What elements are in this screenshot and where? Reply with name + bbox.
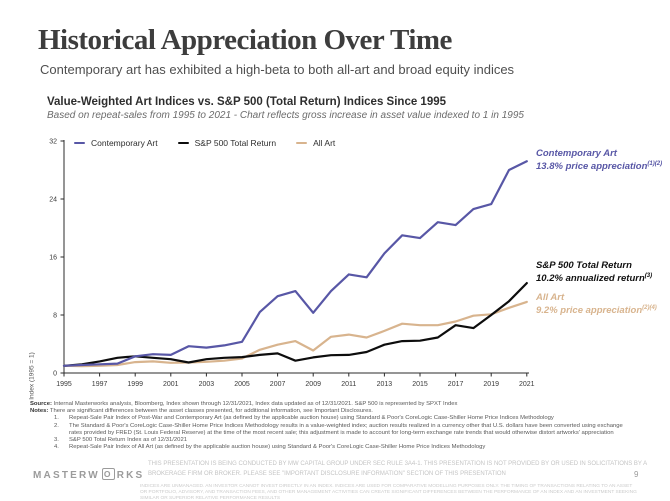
y-tick-label: 16 [49, 254, 57, 262]
legend-swatch [178, 142, 189, 145]
y-tick-label: 8 [53, 312, 57, 320]
legend-label: Contemporary Art [91, 138, 158, 148]
legend-swatch [74, 142, 85, 145]
series-line [64, 283, 527, 366]
legend-item [74, 138, 158, 148]
annotation-stat: 13.8% price appreciation$^{(1)(2)}$ [536, 161, 663, 173]
footnote-item [54, 444, 648, 451]
annotation-contemporary-art [536, 148, 662, 172]
source-label: Source: [30, 401, 52, 407]
legend-label: S&P 500 Total Return [194, 138, 277, 148]
annotation-sp500 [536, 260, 652, 284]
logo-text-right: RKS [116, 470, 145, 481]
x-tick-label: 2013 [376, 381, 393, 388]
legend-item [178, 138, 276, 148]
source-text: Internal Masterworks analysis, Bloomberg, Index shown through 12/31/2021, Index data updated as of 12/31/2021. S&P 500 is represented by SPXT Index [53, 401, 458, 407]
chart-title: Value-Weighted Art Indices vs. S&P 500 (Total Return) Indices Since 1995 [47, 96, 447, 108]
y-axis-label: Index (1995 = 1) [28, 352, 36, 400]
notes-line [30, 408, 648, 415]
annotation-all-art [536, 292, 657, 316]
footnote-list [30, 415, 648, 451]
notes-label: Notes: [30, 408, 49, 415]
disclaimer-secondary: INDICES ARE UNMANAGED. AN INVESTOR CANNOT INVEST DIRECTLY IN AN INDEX. INDICES ARE USED FOR COMPARATIVE MODELLING PURPOSES ONLY. THE TIMING OF TRANSACTIONS RELATING TO AN ASSET OR PORTFOLIO, ADVISORY, AND TRANSACTION FEES, AND OTHER MANAGEMENT ACTIVITIES CAN CREATE SIGNIFICANT DIFFERENCES BETWEEN THE PERFORMANCE OF AN INDEX AND AN INVESTMENT SEEKING SIMILAR OR SUPERIOR RELATIVE PERFORMANCE RESULTS [140, 484, 637, 501]
footnote-item [54, 437, 648, 444]
footnote-number: 3. [54, 437, 59, 444]
logo-o-mark: O [103, 469, 113, 479]
masterworks-logo [33, 468, 144, 481]
x-tick-label: 2017 [447, 381, 464, 388]
x-tick-label: 1995 [56, 381, 72, 388]
source-line [30, 401, 648, 408]
x-tick-label: 2003 [198, 381, 215, 388]
page-number: 9 [634, 470, 639, 479]
series-line [64, 161, 527, 365]
footnote-number: 1. [54, 415, 59, 422]
notes-text: There are significant differences between the asset classes presented, for additional information, see Important Disclosures. [49, 408, 373, 415]
chart-subtitle: Based on repeat-sales from 1995 to 2021 - Chart reflects gross increase in asset value indexed to 1 in 1995 [47, 110, 524, 121]
x-tick-label: 2015 [412, 381, 428, 388]
footnote-text: Repeat-Sale Pair Index of Post-War and Contemporary Art (as defined by the applicable auction house) using Standard & Poor's CoreLogic Case-Shiller Home Price Indices Methodology [69, 415, 554, 422]
y-tick-label: 24 [49, 196, 57, 204]
footnote-number: 4. [54, 444, 59, 451]
x-tick-label: 2007 [269, 381, 286, 388]
disclaimer-primary: THIS PRESENTATION IS BEING CONDUCTED BY MW CAPITAL GROUP UNDER SEC RULE 3A4-1. THIS PRESENTATION IS NOT PROVIDED BY OR USED IN SOLICITATIONS BY A BROKERAGE FIRM OR BROKER. PLEASE SEE "IMPORTANT DISCLOSURE INFORMATION" SECTION OF THIS PRESENTATION [148, 461, 647, 477]
footnote-text: S&P 500 Total Return Index as of 12/31/2021 [69, 437, 188, 444]
legend-label: All Art [313, 138, 336, 148]
page-title: Historical Appreciation Over Time [38, 24, 452, 56]
annotation-stat: 9.2% price appreciation$^{(2)(4)}$ [536, 305, 657, 317]
chart-legend [74, 138, 335, 148]
x-tick-label: 2009 [305, 381, 321, 388]
x-tick-label: 1997 [91, 381, 108, 388]
x-tick-label: 2021 [519, 381, 535, 388]
x-tick-label: 2001 [163, 381, 179, 388]
footnote-text: Repeat-Sale Pair Index of All Art (as defined by the applicable auction house) using Standard & Poor's CoreLogic Case-Shiller Home Price Indices Methodology [69, 444, 486, 451]
annotation-title: S&P 500 Total Return [536, 260, 632, 271]
x-tick-label: 2005 [234, 381, 250, 388]
footnote-item [54, 423, 648, 437]
footnote-number: 2. [54, 422, 59, 429]
footnote-item [54, 415, 648, 422]
legend-item [296, 138, 335, 148]
annotation-stat: 10.2% annualized return$^{(3)}$ [536, 273, 653, 285]
footnotes [30, 401, 648, 451]
page-subtitle: Contemporary art has exhibited a high-beta to both all-art and broad equity indices [40, 62, 515, 77]
y-tick-label: 0 [53, 370, 57, 378]
y-tick-label: 32 [49, 138, 57, 146]
x-tick-label: 1999 [127, 381, 143, 388]
annotation-title: All Art [536, 292, 565, 303]
footnote-text: The Standard & Poor's CoreLogic Case-Shiller Home Price Indices Methodology results in a value-weighted index; auction results realized in a currency other that U.S. dollars have been converted using exchange rates provided by FRED (St. Louis Federal Reserve) at the time of the most recent sale; this adjustment is made to account for long-term exchange rate trends that would otherwise distort artworks' appreciation [69, 422, 623, 436]
x-tick-label: 2019 [483, 381, 499, 388]
x-tick-label: 2011 [341, 381, 357, 388]
logo-text-left: MASTERW [33, 470, 100, 481]
annotation-title: Contemporary Art [536, 148, 617, 159]
legend-swatch [296, 142, 307, 145]
